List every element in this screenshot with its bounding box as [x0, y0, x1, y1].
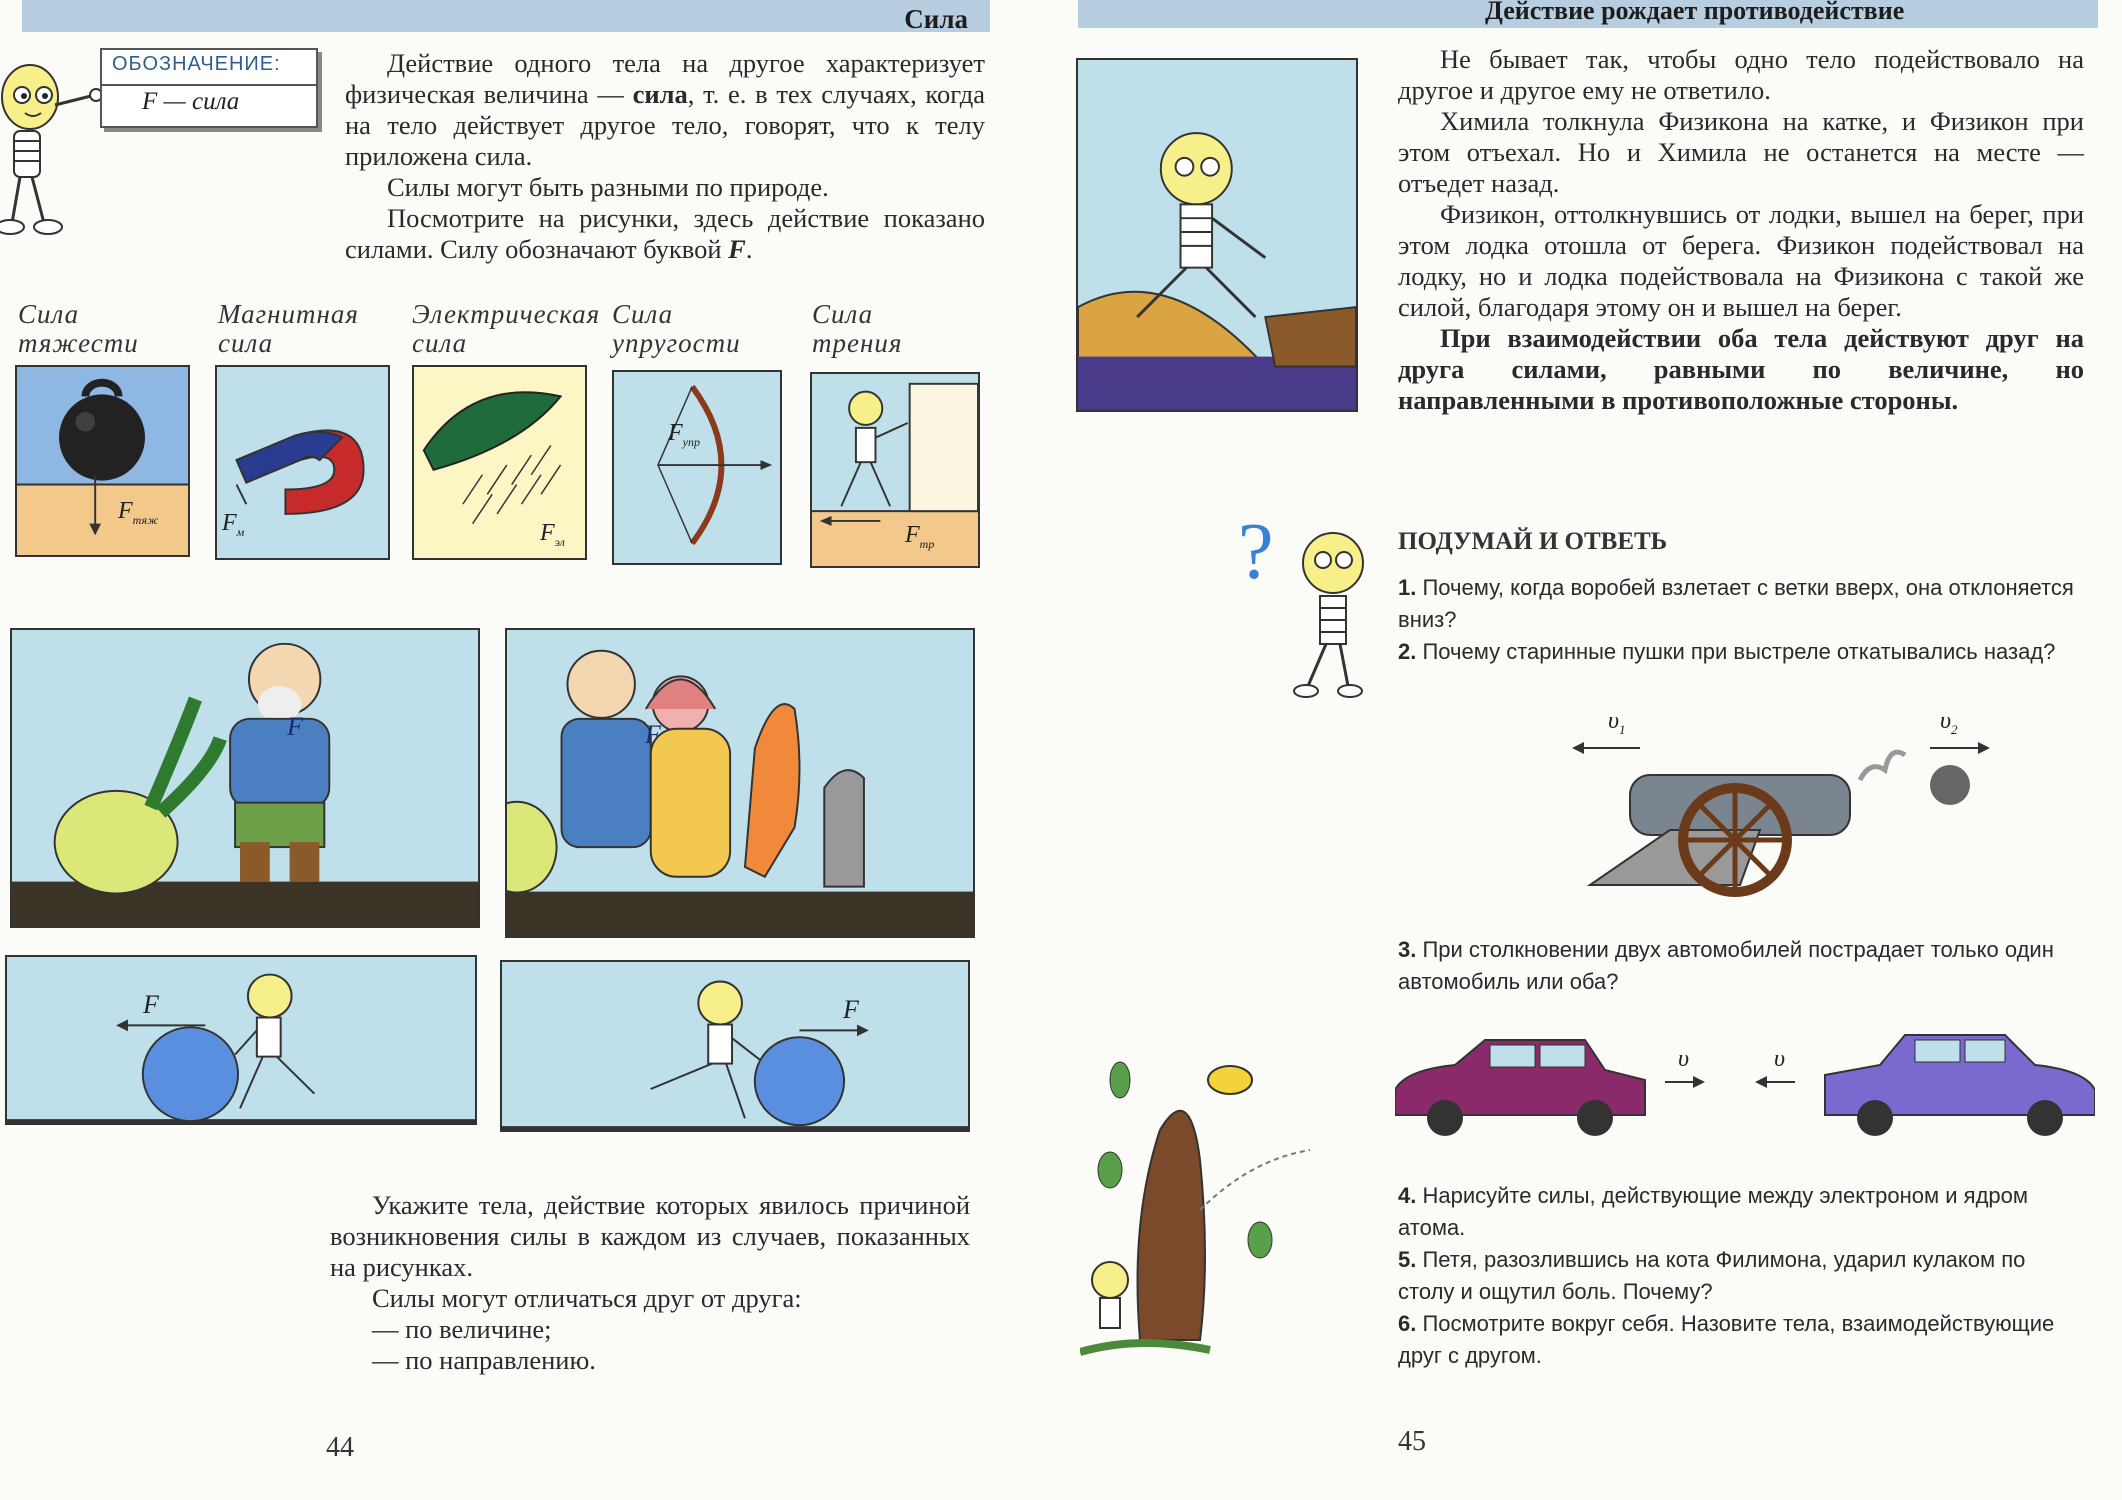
outro-list-item-2: — по направлению.: [372, 1345, 596, 1375]
question-2: 2. Почему старинные пушки при выстреле откатывались назад?: [1398, 639, 2056, 664]
label-gravity: Сила тяжести: [18, 299, 139, 358]
right-paragraph-2: Химила толкнула Физикона на катке, и Физикон при этом отъехал. Но и Химила не останется на месте — отъедет назад.: [1398, 106, 2084, 198]
notation-value: F — сила: [142, 88, 240, 115]
left-page: [0, 0, 1010, 1500]
label-friction: Сила трения: [812, 299, 903, 358]
turnip-force-label-2: F: [645, 720, 661, 749]
friction-force-label: $F_{тр}$: [905, 522, 935, 551]
ball-push-figure-left: [5, 955, 477, 1125]
label-electric: Электрическая сила: [412, 299, 601, 358]
tree-bird-illustration: [1080, 1040, 1380, 1360]
outro-paragraph-1: Укажите тела, действие которых явилось причиной возникновения силы в каждом из случаев, показанных на рисунках.: [330, 1190, 970, 1282]
turnip-figure-grandpa: [10, 628, 480, 928]
right-body-text: [1398, 44, 2084, 416]
turnip-figure-family: [505, 628, 975, 938]
car-velocity-right: υ: [1774, 1046, 1786, 1072]
question-5: 5. Петя, разозлившись на кота Филимона, ударил кулаком по столу и ощутил боль. Почему?: [1398, 1247, 2026, 1304]
left-header-title: Сила: [904, 4, 968, 34]
svg-text:?: ?: [1238, 508, 1274, 596]
think-title: ПОДУМАЙ И ОТВЕТЬ: [1398, 528, 1668, 555]
page-number-right: 45: [1398, 1426, 1426, 1457]
elastic-figure: [612, 370, 782, 565]
cars-collision-illustration: [1395, 1030, 2095, 1140]
intro-text: [345, 48, 985, 265]
ball-force-label-1: F: [143, 990, 159, 1019]
question-1: 1. Почему, когда воробей взлетает с ветки вверх, она отклоняется вниз?: [1398, 575, 2074, 632]
question-4: 4. Нарисуйте силы, действующие между электроном и ядром атома.: [1398, 1183, 2029, 1240]
friction-figure: [810, 372, 980, 568]
intro-paragraph-1: Действие одного тела на другое характеризует физическая величина — сила, т. е. в тех случаях, когда на тело действует другое тело, говорят, что к телу приложена сила.: [345, 48, 985, 171]
magnetic-force-label: $F_м$: [222, 510, 245, 539]
cannon-velocity-1: $\upsilon_1$: [1608, 708, 1626, 737]
gravity-figure: [15, 365, 190, 557]
right-page: [1060, 0, 2122, 1500]
right-paragraph-4-rule: При взаимодействии оба тела действуют друг на друга силами, равными по величине, но направленными в противоположные стороны.: [1398, 323, 2084, 415]
label-magnetic: Магнитная сила: [218, 299, 359, 358]
notation-title: ОБОЗНАЧЕНИЕ:: [112, 53, 281, 75]
left-header-bar: [22, 0, 990, 32]
right-header-title: Действие рождает противодействие: [1485, 0, 1905, 25]
cannon-illustration: [1490, 700, 2010, 900]
right-paragraph-3: Физикон, оттолкнувшись от лодки, вышел на берег, при этом лодка отошла от берега. Физикон подействовал на лодку, но и лодка подействовала на Физикона с такой же силой, благодаря этому он и вышел на берег.: [1398, 199, 2084, 322]
cannon-velocity-2: $\upsilon_2$: [1940, 708, 1958, 737]
intro-paragraph-3: Посмотрите на рисунки, здесь действие показано силами. Силу обозначают буквой F.: [345, 203, 985, 264]
outro-text: [330, 1190, 970, 1376]
ball-force-label-2: F: [843, 995, 859, 1024]
turnip-force-label-1: F: [287, 712, 303, 741]
notation-box: [100, 48, 318, 128]
right-paragraph-1: Не бывает так, чтобы одно тело подействовало на другое и другое ему не ответило.: [1398, 44, 2084, 105]
outro-list-item-1: — по величине;: [372, 1314, 552, 1344]
ball-push-figure-right: [500, 960, 970, 1132]
fizikon-mascot-pointing: [0, 55, 110, 245]
label-elastic: Сила упругости: [612, 299, 741, 358]
notation-divider: [102, 84, 316, 86]
thinking-mascot: [1238, 508, 1398, 703]
question-6: 6. Посмотрите вокруг себя. Назовите тела, взаимодействующие друг с другом.: [1398, 1311, 2055, 1368]
boat-figure: [1076, 58, 1358, 412]
elastic-force-label: $F_{упр}$: [668, 420, 700, 449]
page-number-left: 44: [326, 1432, 354, 1463]
question-3: 3. При столкновении двух автомобилей пострадает только один автомобиль или оба?: [1398, 937, 2054, 994]
intro-paragraph-2: Силы могут быть разными по природе.: [387, 172, 829, 202]
electric-force-label: $F_{эл}$: [540, 520, 565, 549]
gravity-force-label: $F_{тяж}$: [118, 498, 159, 527]
car-velocity-left: υ: [1678, 1046, 1690, 1072]
outro-paragraph-2: Силы могут отличаться друг от друга:: [372, 1283, 802, 1313]
